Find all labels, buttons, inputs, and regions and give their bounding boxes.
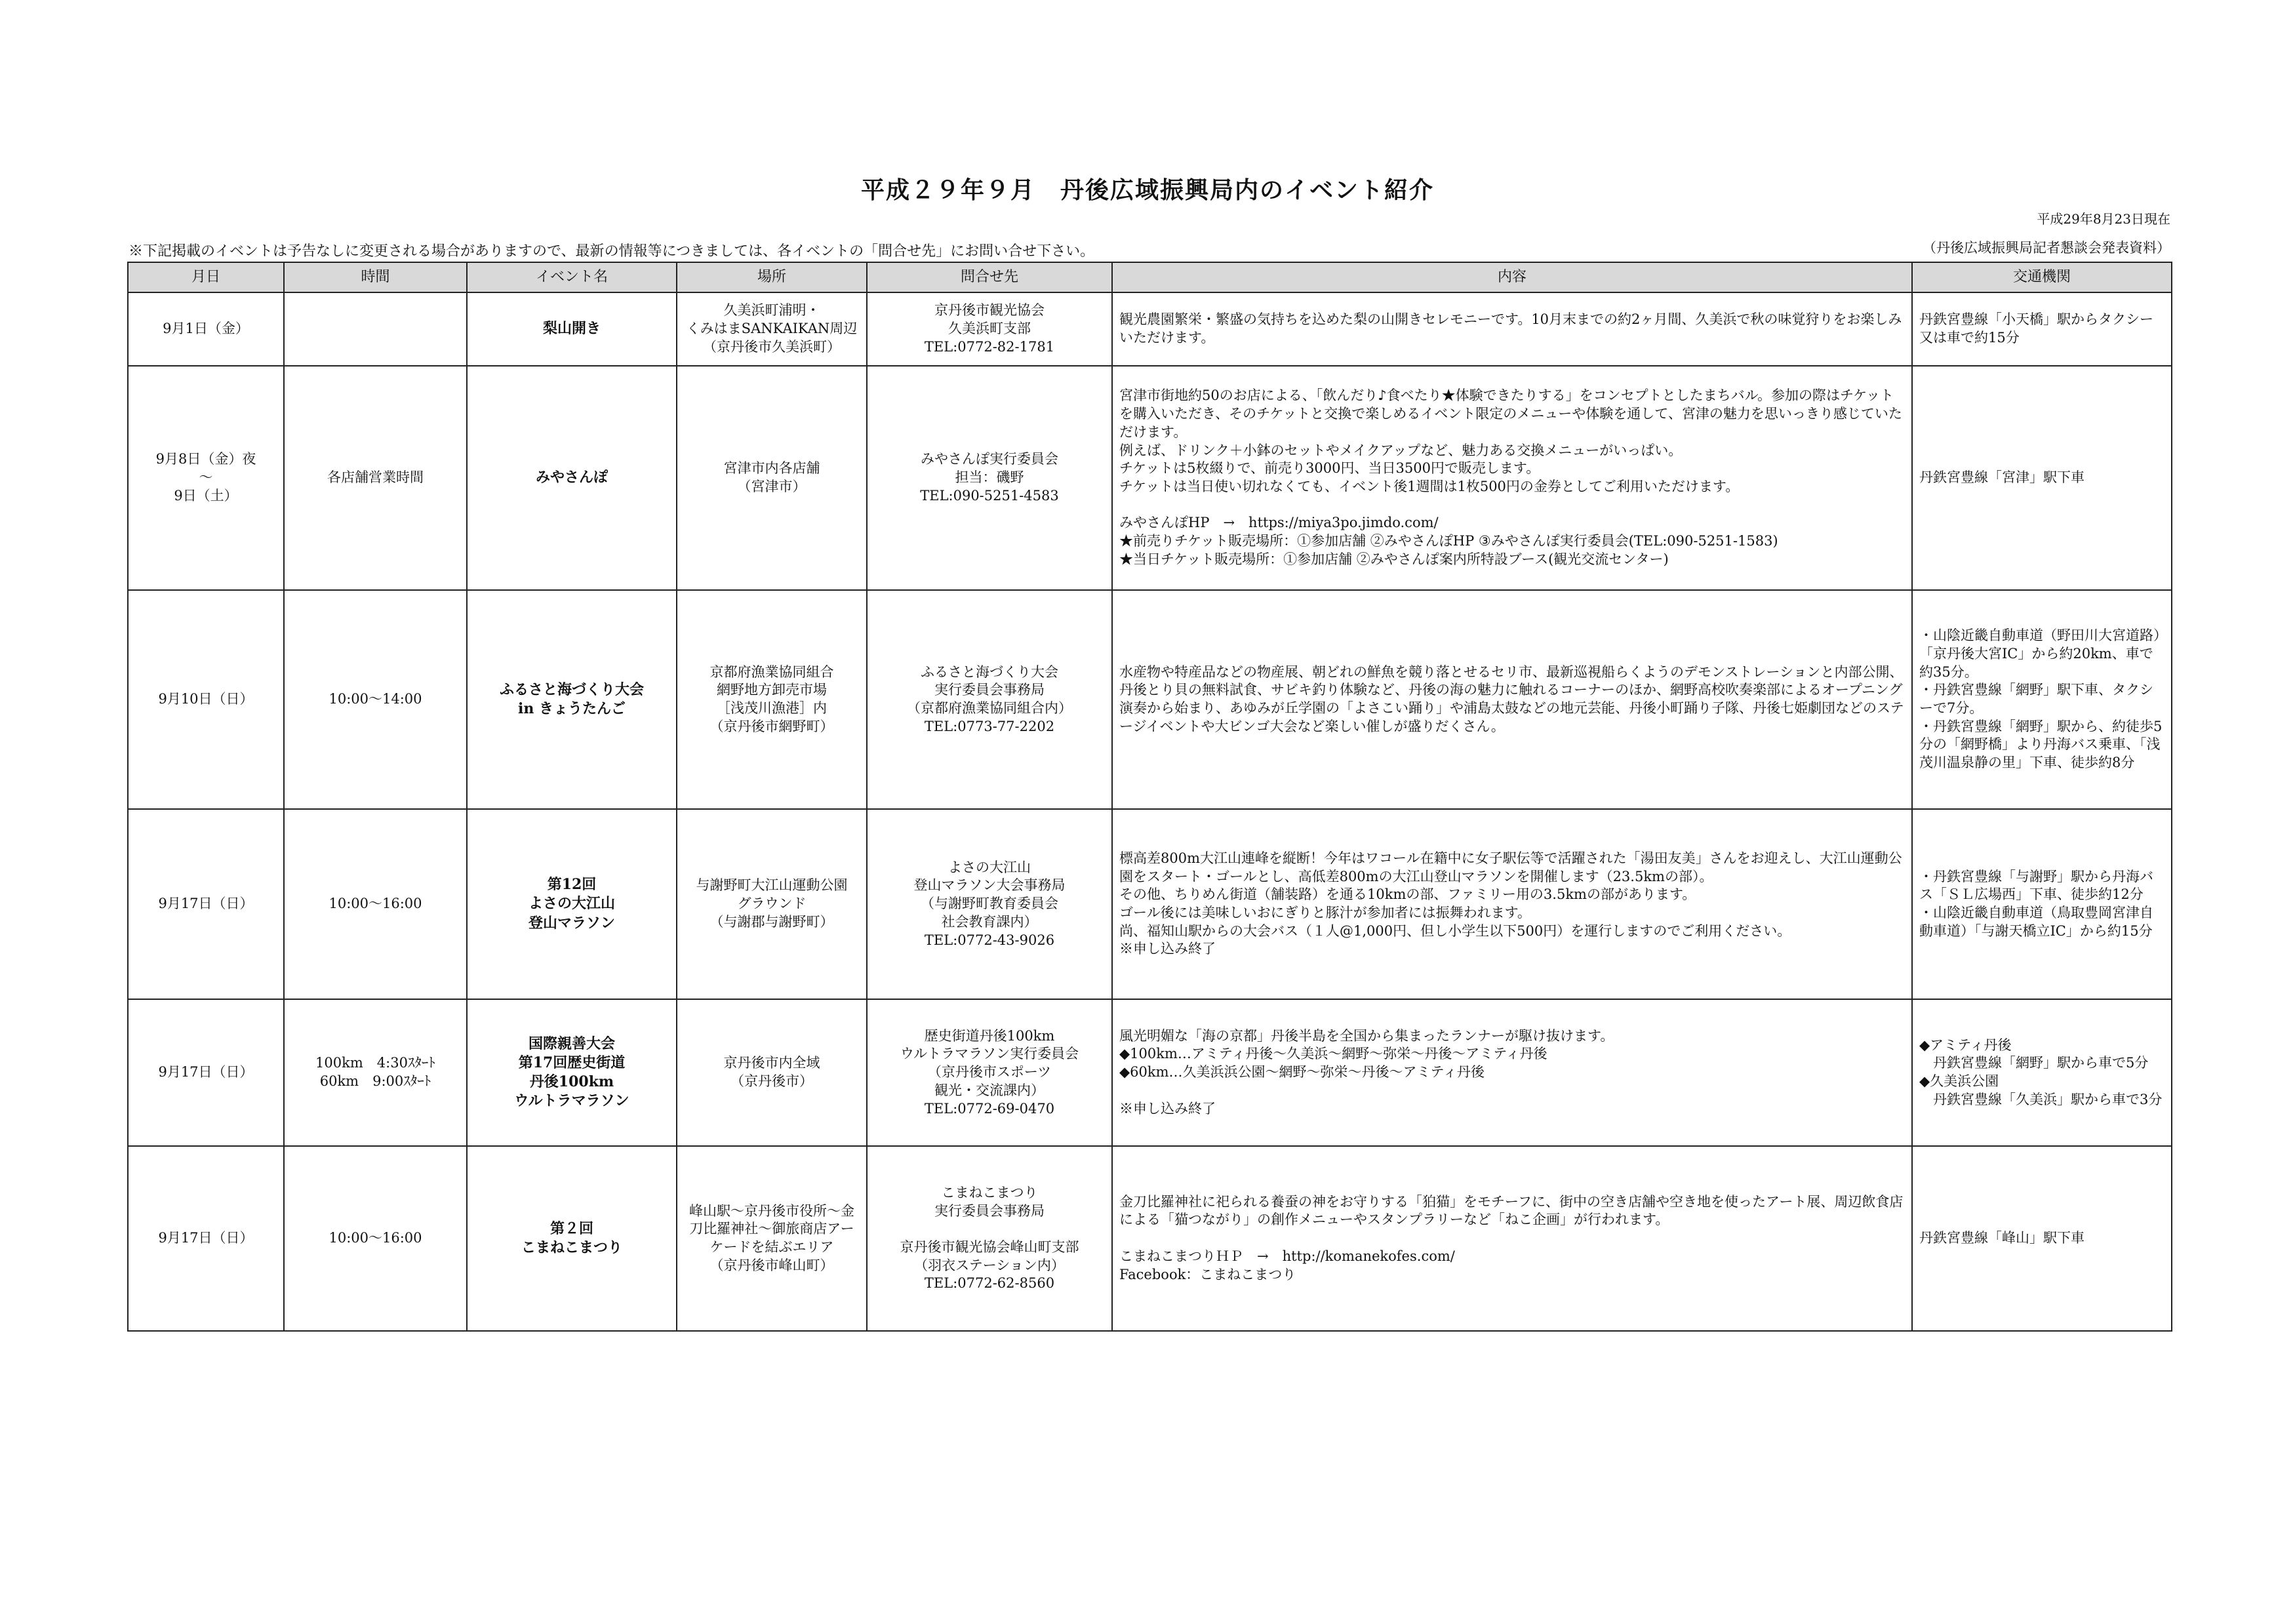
cell-content-line: ★前売りチケット販売場所：①参加店舗 ②みやさんぽHP ③みやさんぽ実行委員会(TEL:090-5251-1583) <box>1119 533 1778 549</box>
column-header-time: 時間 <box>284 262 467 292</box>
cell-contact <box>867 292 1112 366</box>
cell-contact-line: TEL:090-5251-4583 <box>920 487 1059 504</box>
cell-content <box>1112 590 1912 809</box>
cell-transport <box>1912 292 2172 366</box>
cell-contact-line: ウルトラマラソン実行委員会 <box>900 1046 1079 1062</box>
cell-time-line: 60km 9:00ｽﾀｰﾄ <box>319 1073 431 1089</box>
cell-transport <box>1912 366 2172 590</box>
cell-content <box>1112 292 1912 366</box>
table-row <box>128 292 2172 366</box>
cell-content <box>1112 999 1912 1146</box>
cell-contact <box>867 1146 1112 1331</box>
cell-time <box>284 292 467 366</box>
cell-content-line: みやさんぽHP → https://miya3po.jimdo.com/ <box>1119 515 1439 531</box>
cell-place-line: （京丹後市） <box>730 1073 813 1089</box>
column-header-transport: 交通機関 <box>1912 262 2172 292</box>
cell-event-name <box>467 366 677 590</box>
cell-content-line: 例えば、ドリンク＋小鉢のセットやメイクアップなど、魅力ある交換メニューがいっぱい。 <box>1119 442 1683 458</box>
cell-content-line <box>1119 1229 1905 1248</box>
cell-place <box>677 809 867 999</box>
cell-place-line: 与謝野町大江山運動公園 <box>696 877 848 894</box>
cell-date <box>128 809 284 999</box>
cell-content-line: 宮津市街地約50のお店による、「飲んだり♪食べたり★体験できたりする」をコンセプトとしたまちバル。参加の際はチケットを購入いただき、そのチケットと交換で楽しめるイベント限定のメニューや体験を通して、宮津の魅力を思いっきり感じていただけます。 <box>1119 387 1902 440</box>
cell-date-line: 9月17日（日） <box>158 1064 254 1080</box>
cell-event-name-line: 梨山開き <box>542 320 601 338</box>
cell-content-line: ※申し込み終了 <box>1119 1100 1216 1117</box>
cell-content-line: 観光農園繁栄・繁盛の気持ちを込めた梨の山開きセレモニーです。10月末までの約2ヶ月間、久美浜で秋の味覚狩りをお楽しみいただけます。 <box>1119 311 1902 346</box>
cell-time <box>284 590 467 809</box>
cell-event-name-line: こまねこまつり <box>521 1239 622 1256</box>
table-row <box>128 1146 2172 1331</box>
cell-event-name-line: みやさんぽ <box>535 469 608 486</box>
cell-place-line: （京丹後市久美浜町） <box>703 338 841 355</box>
cell-date-line: 9月17日（日） <box>158 896 254 912</box>
cell-place <box>677 590 867 809</box>
cell-transport-line: 丹鉄宮豊線「宮津」駅下車 <box>1919 469 2085 486</box>
cell-contact <box>867 999 1112 1146</box>
cell-content-line <box>1119 1082 1905 1100</box>
cell-content-line: 金刀比羅神社に祀られる養蚕の神をお守りする「狛猫」をモチーフに、街中の空き店舗や空き地を使ったアート展、周辺飲食店による「猫つながり」の創作メニューやスタンプラリーなど「ねこ企画」が行われます。 <box>1119 1193 1904 1228</box>
cell-place <box>677 366 867 590</box>
cell-time-line: 100km 4:30ｽﾀｰﾄ <box>315 1055 435 1071</box>
event-table <box>127 262 2172 1332</box>
cell-content-line: 尚、福知山駅からの大会バス（１人@1,000円、但し小学生以下500円）を運行しますのでご利用ください。 <box>1119 922 1791 939</box>
cell-content-line: ◆100km…アミティ丹後～久美浜～網野～弥栄～丹後～アミティ丹後 <box>1119 1046 1547 1062</box>
cell-event-name-line: 第17回歴史街道 <box>518 1054 626 1071</box>
cell-contact-line: TEL:0772-69-0470 <box>924 1100 1055 1117</box>
cell-content-line: ゴール後には美味しいおにぎりと豚汁が参加者には振舞われます。 <box>1119 905 1531 921</box>
cell-date-line: 9月1日（金） <box>163 321 249 337</box>
cell-event-name-line: 丹後100km <box>529 1073 614 1090</box>
cell-transport-line: 丹鉄宮豊線「網野」駅から車で5分 <box>1919 1055 2149 1071</box>
cell-date-line: 9月17日（日） <box>158 1230 254 1246</box>
page-title: 平成２９年９月 丹後広域振興局内のイベント紹介 <box>860 176 1434 204</box>
cell-content <box>1112 809 1912 999</box>
cell-time-line: 10:00～16:00 <box>329 1230 422 1246</box>
cell-contact-line: TEL:0772-43-9026 <box>924 932 1055 948</box>
cell-place-line: グラウンド <box>737 896 807 912</box>
cell-contact-line: TEL:0772-82-1781 <box>924 338 1055 355</box>
cell-transport-line: ・丹鉄宮豊線「網野」駅から、約徒歩5分の「網野橋」より丹海バス乗車、「浅茂川温泉静の里」下車、徒歩約8分 <box>1919 718 2163 771</box>
cell-event-name-line: ふるさと海づくり大会 <box>499 681 644 698</box>
column-header-event-name: イベント名 <box>467 262 677 292</box>
column-header-date: 月日 <box>128 262 284 292</box>
cell-transport-line: ◆久美浜公園 <box>1919 1073 1999 1089</box>
cell-place-line: 宮津市内各店舗 <box>723 460 820 477</box>
cell-content-line: ★当日チケット販売場所：①参加店舗 ②みやさんぽ案内所特設ブース(観光交流センター) <box>1119 551 1669 567</box>
cell-contact-line: 担当：磯野 <box>955 469 1024 486</box>
cell-contact <box>867 366 1112 590</box>
cell-content-line: 水産物や特産品などの物産展、朝どれの鮮魚を競り落とせるセリ市、最新巡視船らくようのデモンストレーションと内部公開、丹後とり貝の無料試食、サビキ釣り体験など、丹後の海の魅力に触れるコーナーのほか、網野高校吹奏楽部によるオープニング演奏から始まり、あゆみが丘学園の「よさこい踊り」や浦島太鼓などの地元芸能、丹後小町踊り子隊、丹後七姫劇団などのステージイベントや大ビンゴ大会など楽しい催しが盛りだくさん。 <box>1119 663 1904 734</box>
cell-event-name-line: 国際親善大会 <box>528 1035 615 1052</box>
cell-contact-line: 実行委員会事務局 <box>934 1202 1045 1219</box>
cell-contact-line: みやさんぽ実行委員会 <box>921 451 1058 467</box>
cell-contact-line: 久美浜町支部 <box>948 321 1031 337</box>
cell-place <box>677 292 867 366</box>
cell-time <box>284 809 467 999</box>
cell-content-line: こまねこまつりＨＰ → http://komanekofes.com/ <box>1119 1248 1455 1264</box>
cell-event-name <box>467 1146 677 1331</box>
cell-contact-line: 社会教育課内） <box>941 913 1038 930</box>
cell-content-line: その他、ちりめん街道（舗装路）を通る10kmの部、ファミリー用の3.5kmの部があります。 <box>1119 886 1696 903</box>
table-row <box>128 999 2172 1146</box>
cell-transport <box>1912 1146 2172 1331</box>
table-header-row <box>128 262 2172 292</box>
cell-time <box>284 999 467 1146</box>
cell-event-name-line: よさの大江山 <box>528 895 615 913</box>
cell-transport-line: ・丹鉄宮豊線「網野」駅下車、タクシーで7分。 <box>1919 682 2153 716</box>
cell-contact-line: よさの大江山 <box>948 859 1031 875</box>
cell-event-name-line: ウルトラマラソン <box>514 1092 629 1110</box>
cell-contact-line: （羽衣ステーション内） <box>914 1257 1065 1273</box>
cell-content <box>1112 366 1912 590</box>
cell-date <box>128 292 284 366</box>
cell-event-name-line: 登山マラソン <box>528 914 615 932</box>
cell-event-name <box>467 590 677 809</box>
cell-date-line: 9日（土） <box>174 487 238 504</box>
cell-place-line: 久美浜町浦明・ <box>723 302 820 319</box>
cell-contact-line: 登山マラソン大会事務局 <box>913 877 1066 894</box>
cell-contact-line: ふるさと海づくり大会 <box>921 663 1058 680</box>
cell-contact-line: （京都府漁業協同組合内） <box>907 700 1072 716</box>
cell-place-line: 峰山駅～京丹後市役所～金刀比羅神社～御旅商店アーケードを結ぶエリア <box>689 1202 854 1255</box>
cell-contact-line: こまねこまつり <box>941 1184 1038 1200</box>
cell-place-line: ［浅茂川漁港］内 <box>717 700 827 716</box>
cell-transport-line: ・山陰近畿自動車道（鳥取豊岡宮津自動車道）「与謝天橋立IC」から約15分 <box>1919 905 2153 939</box>
cell-event-name-line: 第２回 <box>549 1219 593 1237</box>
cell-event-name-line: 第12回 <box>547 876 597 894</box>
column-header-place: 場所 <box>677 262 867 292</box>
cell-date <box>128 1146 284 1331</box>
cell-transport <box>1912 590 2172 809</box>
cell-content-line: 風光明媚な「海の京都」丹後半島を全国から集まったランナーが駆け抜けます。 <box>1119 1027 1614 1044</box>
cell-date <box>128 999 284 1146</box>
table-row <box>128 809 2172 999</box>
cell-event-name <box>467 999 677 1146</box>
source-note: （丹後広域振興局記者懇談会発表資料） <box>1923 240 2170 256</box>
cell-content <box>1112 1146 1912 1331</box>
cell-contact-line: 歴史街道丹後100km <box>924 1027 1055 1044</box>
cell-event-name-line: in きょうたんご <box>517 700 626 717</box>
cell-content-line <box>1119 496 1905 515</box>
cell-transport <box>1912 999 2172 1146</box>
cell-transport-line: 丹鉄宮豊線「峰山」駅下車 <box>1919 1230 2085 1246</box>
cell-contact-line: 観光・交流課内） <box>934 1082 1045 1098</box>
cell-place-line: 京丹後市内全域 <box>723 1055 820 1071</box>
cell-time <box>284 1146 467 1331</box>
cell-contact-line <box>874 1220 1105 1238</box>
cell-time-line: 各店舗営業時間 <box>327 469 424 486</box>
cell-content-line: Facebook：こまねこまつり <box>1119 1266 1296 1282</box>
cell-time-line: 10:00～16:00 <box>329 896 422 912</box>
cell-content-line: ◆60km…久美浜浜公園～網野～弥栄～丹後～アミティ丹後 <box>1119 1064 1485 1080</box>
cell-transport-line: 丹鉄宮豊線「久美浜」駅から車で3分 <box>1919 1091 2163 1107</box>
cell-transport-line: ・山陰近畿自動車道（野田川大宮道路）「京丹後大宮IC」から約20km、車で約35分。 <box>1919 627 2161 680</box>
cell-place <box>677 999 867 1146</box>
table-row <box>128 590 2172 809</box>
cell-content-line: チケットは5枚綴りで、前売り3000円、当日3500円で販売します。 <box>1119 460 1540 477</box>
cell-transport-line: ◆アミティ丹後 <box>1919 1037 2012 1053</box>
cell-place-line: くみはまSANKAIKAN周辺 <box>686 321 858 337</box>
table-row <box>128 366 2172 590</box>
cell-time <box>284 366 467 590</box>
as-of-date: 平成29年8月23日現在 <box>2037 211 2170 227</box>
cell-time-line: 10:00～14:00 <box>329 691 422 707</box>
cell-date <box>128 366 284 590</box>
disclaimer-note: ※下記掲載のイベントは予告なしに変更される場合がありますので、最新の情報等につきましては、各イベントの「問合せ先」にお問い合せ下さい。 <box>129 243 1095 260</box>
cell-place-line: 網野地方卸売市場 <box>717 682 827 698</box>
cell-contact <box>867 809 1112 999</box>
cell-event-name <box>467 292 677 366</box>
cell-contact <box>867 590 1112 809</box>
cell-event-name <box>467 809 677 999</box>
cell-contact-line: TEL:0773-77-2202 <box>924 718 1055 734</box>
cell-place-line: 京都府漁業協同組合 <box>709 663 834 680</box>
cell-place-line: （宮津市） <box>737 479 807 494</box>
cell-date-line: 9月8日（金）夜 <box>155 451 256 467</box>
cell-date-line: 9月10日（日） <box>158 691 254 707</box>
cell-contact-line: TEL:0772-62-8560 <box>924 1275 1055 1292</box>
cell-contact-line: （京丹後市スポーツ <box>927 1064 1052 1080</box>
cell-place-line: （与謝郡与謝野町） <box>709 913 834 930</box>
cell-date <box>128 590 284 809</box>
cell-transport-line: 丹鉄宮豊線「小天橋」駅からタクシー又は車で約15分 <box>1919 311 2153 346</box>
cell-date-line: ～ <box>199 469 213 486</box>
cell-content-line: 標高差800m大江山連峰を縦断！今年はワコール在籍中に女子駅伝等で活躍された「湯田友美」さんをお迎えし、大江山運動公園をスタート・ゴールとし、高低差800mの大江山登山マラソンを開催します（23.5kmの部）。 <box>1119 850 1902 884</box>
cell-content-line: ※申し込み終了 <box>1119 941 1216 957</box>
cell-contact-line: （与謝野町教育委員会 <box>921 896 1058 912</box>
cell-contact-line: 京丹後市観光協会 <box>934 302 1045 319</box>
column-header-contact: 問合せ先 <box>867 262 1112 292</box>
event-table-body <box>128 292 2172 1331</box>
cell-transport <box>1912 809 2172 999</box>
cell-contact-line: 京丹後市観光協会峰山町支部 <box>900 1239 1079 1255</box>
cell-place-line: （京丹後市網野町） <box>709 718 834 734</box>
cell-transport-line: ・丹鉄宮豊線「与謝野」駅から丹海バス「ＳＬ広場西」下車、徒歩約12分 <box>1919 868 2153 903</box>
column-header-content: 内容 <box>1112 262 1912 292</box>
cell-contact-line: 実行委員会事務局 <box>934 682 1045 698</box>
cell-place <box>677 1146 867 1331</box>
cell-content-line: チケットは当日使い切れなくても、イベント後1週間は1枚500円の金券としてご利用いただけます。 <box>1119 479 1740 494</box>
cell-place-line: （京丹後市峰山町） <box>709 1257 834 1273</box>
